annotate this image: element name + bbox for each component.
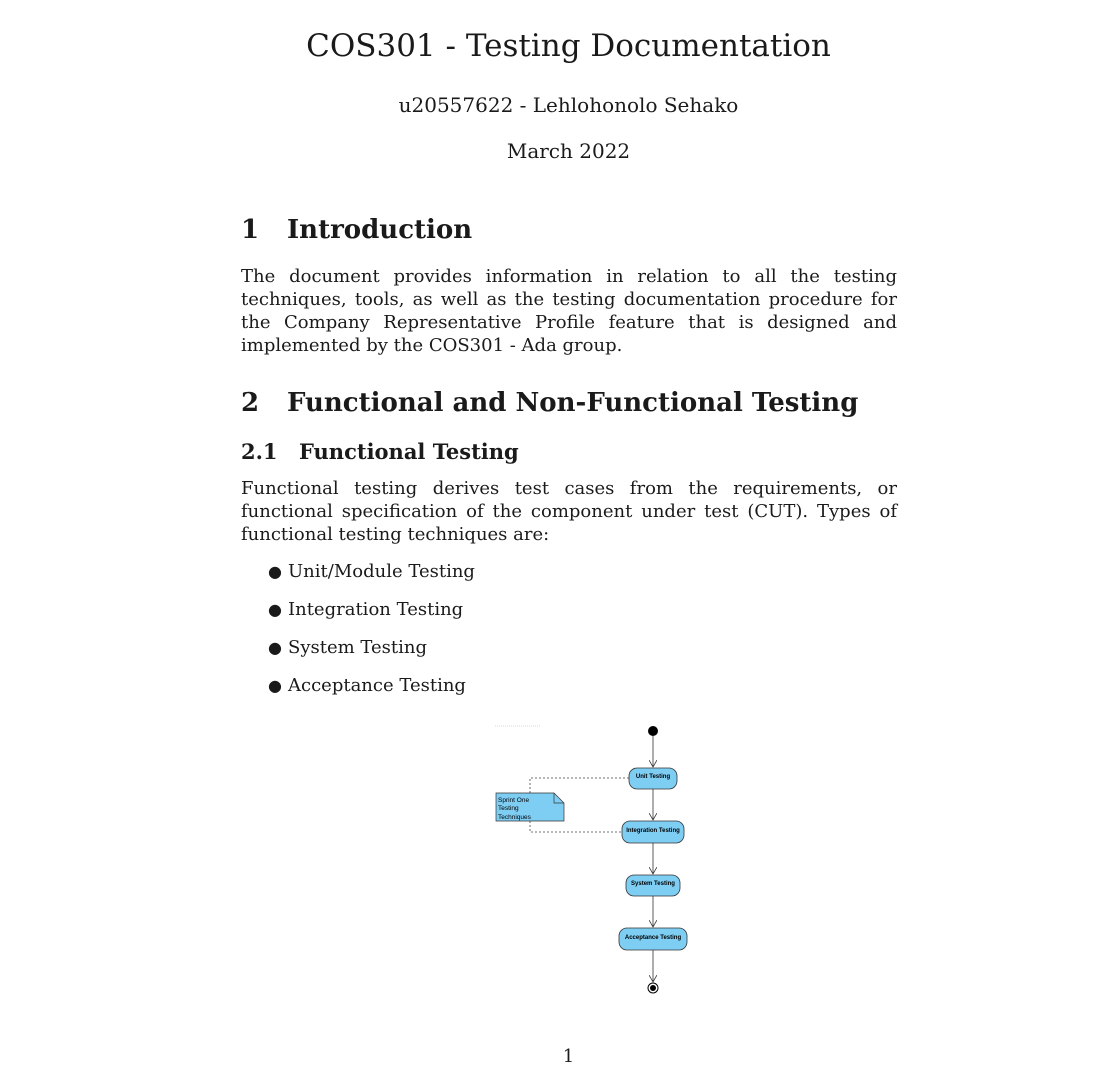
list-item-text: System Testing [288,637,428,658]
section-1-title: Introduction [287,215,473,245]
note-connector [530,821,622,832]
system-testing-label: System Testing [631,881,675,887]
bullet-icon: ● [268,638,282,657]
list-item [268,598,475,636]
section-2-number: 2 [241,388,260,418]
note-line-2: Testing [498,805,519,812]
document-title: COS301 - Testing Documentation [306,28,831,64]
list-item-text: Acceptance Testing [288,675,466,696]
unit-testing-label: Unit Testing [635,774,671,780]
list-item-text: Integration Testing [288,599,464,620]
acceptance-testing-label: Acceptance Testing [624,935,682,941]
introduction-paragraph: The document provides information in relation to all the testing techniques, tools, as well as the testing documentation procedure for the Company Representative Profile feature that is designed and implemented by the COS301 - Ada group. [241,266,897,356]
page-number: 1 [562,1046,575,1067]
testing-techniques-list [268,560,475,712]
list-item [268,560,475,598]
note-line-1: Sprint One [498,797,530,804]
subsection-2-1-number: 2.1 [241,439,278,464]
list-item-text: Unit/Module Testing [288,561,475,582]
activity-diagram [480,715,710,1005]
document-date: March 2022 [506,139,631,163]
integration-testing-label: Integration Testing [626,828,680,834]
bullet-icon: ● [268,676,282,695]
bullet-icon: ● [268,562,282,581]
note-line-3: Techniques [498,814,531,821]
section-2-heading [241,388,858,418]
section-1-heading [241,215,472,245]
document-author: u20557622 - Lehlohonolo Sehako [398,93,739,117]
subsection-2-1-heading [241,439,519,464]
list-item [268,636,475,674]
section-1-number: 1 [241,215,260,245]
subsection-2-1-title: Functional Testing [299,439,519,464]
bullet-icon: ● [268,600,282,619]
functional-testing-paragraph: Functional testing derives test cases from the requirements, or functional specification of the component under test (CUT). Types of functional testing techniques are: [241,478,897,545]
list-item [268,674,475,712]
end-node-core [650,985,656,991]
note-connector [530,778,629,793]
section-2-title: Functional and Non-Functional Testing [287,388,859,418]
start-node-icon [648,726,658,736]
